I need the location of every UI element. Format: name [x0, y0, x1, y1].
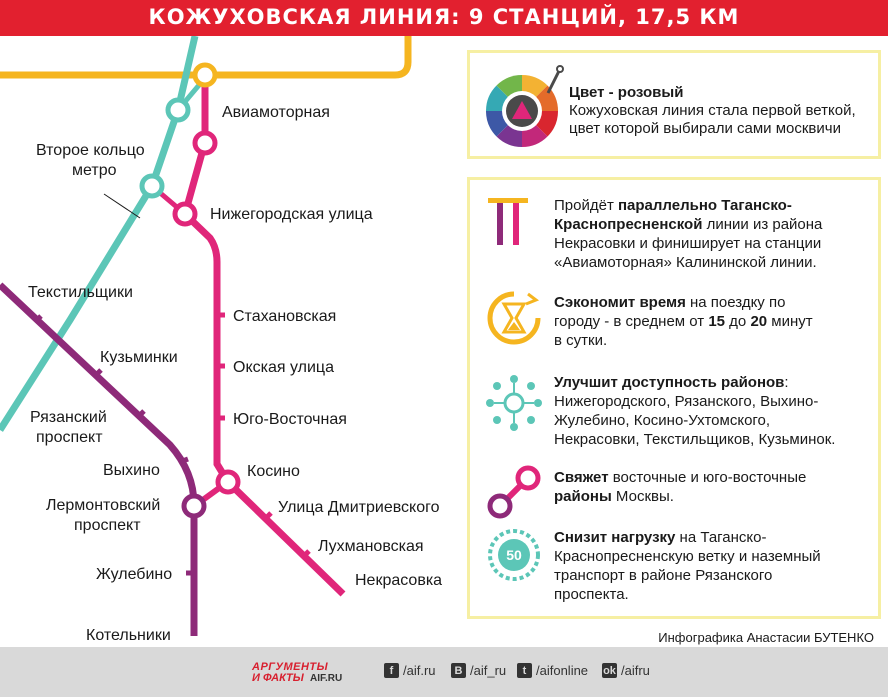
vk-icon: В — [451, 663, 466, 678]
label-zhulebino: Жулебино — [96, 566, 173, 583]
load-line-2: Краснопресненскую ветку и наземный — [554, 548, 821, 565]
load-line-1: Снизит нагрузку на Таганско- — [554, 529, 767, 546]
twitter-icon: t — [517, 663, 532, 678]
station-ring-nizhegorodskaya — [175, 204, 195, 224]
label-kosino: Косино — [247, 463, 300, 480]
social-label: /aifru — [621, 663, 650, 678]
color-title: Цвет - розовый — [569, 84, 684, 101]
station-ring-aviamotornaya — [195, 133, 215, 153]
time-line-1: Сэкономит время на поездку по — [554, 294, 786, 311]
load-line-4: проспекта. — [554, 586, 629, 603]
tick-dmitrievskogo — [265, 513, 271, 519]
label-lukhmanovskaya: Лухмановская — [318, 538, 424, 555]
label-tekstilshchiki: Текстильщики — [28, 284, 133, 301]
label-lermontovsky-1: Лермонтовский — [46, 497, 161, 514]
network-icon — [484, 373, 544, 433]
social-facebook[interactable] — [384, 663, 436, 678]
info-panel — [467, 177, 881, 619]
label-ryazansky-1: Рязанский — [30, 409, 107, 426]
metro-map — [0, 36, 462, 647]
second-ring-leader — [104, 194, 140, 218]
station-ring-lermontovsky — [184, 496, 204, 516]
label-nekrasovka: Некрасовка — [355, 572, 443, 589]
gauge-50-icon — [484, 525, 544, 585]
label-stakhanovskaya: Стахановская — [233, 308, 337, 325]
page-title: КОЖУХОВСКАЯ ЛИНИЯ: 9 СТАНЦИЙ, 17,5 КМ — [148, 5, 740, 29]
aif-logo[interactable] — [252, 661, 348, 685]
label-nizhegorodskaya: Нижегородская улица — [210, 206, 373, 223]
access-line-3: Жулебино, Косино-Ухтомского, — [554, 412, 771, 429]
label-aviamotornaya: Авиамоторная — [222, 104, 330, 121]
access-line-2: Нижегородского, Рязанского, Выхино- — [554, 393, 819, 410]
station-ring-ring-b — [142, 176, 162, 196]
link-icon — [484, 462, 544, 522]
time-line-3: в сутки. — [554, 332, 608, 349]
gauge-number: 50 — [506, 547, 522, 563]
parallel-line-3: Некрасовки и финиширует на станции — [554, 235, 822, 252]
label-lermontovsky-2: проспект — [74, 517, 141, 534]
label-dmitrievskogo: Улица Дмитриевского — [278, 499, 440, 516]
header-bar — [0, 0, 888, 36]
footer-bar — [0, 647, 888, 697]
access-line-4: Некрасовки, Текстильщиков, Кузьминок. — [554, 431, 836, 448]
social-label: /aifonline — [536, 663, 589, 678]
station-ring-kosino — [218, 472, 238, 492]
color-wheel-icon — [480, 63, 570, 153]
load-line-3: транспорт в районе Рязанского — [554, 567, 773, 584]
parallel-lines-icon — [488, 194, 538, 254]
tick-vykhino — [180, 459, 188, 462]
color-panel — [467, 50, 881, 159]
social-ok[interactable] — [602, 663, 650, 678]
color-line-2: цвет которой выбирали сами москвичи — [569, 120, 841, 137]
parallel-line-4: «Авиамоторная» Калининской линии. — [554, 254, 817, 271]
label-second-ring-1: Второе кольцо — [36, 142, 145, 159]
station-ring-aviamotornaya-yellow — [195, 65, 215, 85]
connect-line-1: Свяжет восточные и юго-восточные — [554, 469, 807, 486]
parallel-line-1: Пройдёт параллельно Таганско- — [554, 197, 792, 214]
hourglass-icon — [484, 288, 544, 348]
station-ring-ring-a — [168, 100, 188, 120]
label-yugo-vostochnaya: Юго-Восточная — [233, 411, 347, 428]
credit-text: Инфографика Анастасии БУТЕНКО — [658, 630, 874, 645]
connect-line-2: районы Москвы. — [554, 488, 674, 505]
color-line-1: Кожуховская линия стала первой веткой, — [569, 102, 856, 119]
logo-line-2: И ФАКТЫ — [252, 672, 304, 684]
label-second-ring-2: метро — [72, 162, 117, 179]
logo-site: AIF.RU — [310, 673, 343, 684]
social-label: /aif_ru — [470, 663, 507, 678]
label-okskaya: Окская улица — [233, 359, 334, 376]
tagansko-line — [0, 285, 194, 636]
social-vk[interactable] — [451, 663, 506, 678]
time-line-2: городу - в среднем от 15 до 20 минут — [554, 313, 813, 330]
ok-icon: ok — [603, 664, 616, 677]
label-kotelniki: Котельники — [86, 627, 171, 644]
social-label: /aif.ru — [403, 663, 436, 678]
facebook-icon: f — [384, 663, 399, 678]
access-line-1: Улучшит доступность районов: — [554, 374, 789, 391]
logo-line-1: АРГУМЕНТЫ — [252, 661, 329, 673]
label-vykhino: Выхино — [103, 462, 160, 479]
parallel-line-2: Краснопресненской линии из района — [554, 216, 823, 233]
social-twitter[interactable] — [517, 663, 588, 678]
label-kuzminki: Кузьминки — [100, 349, 178, 366]
label-ryazansky-2: проспект — [36, 429, 103, 446]
